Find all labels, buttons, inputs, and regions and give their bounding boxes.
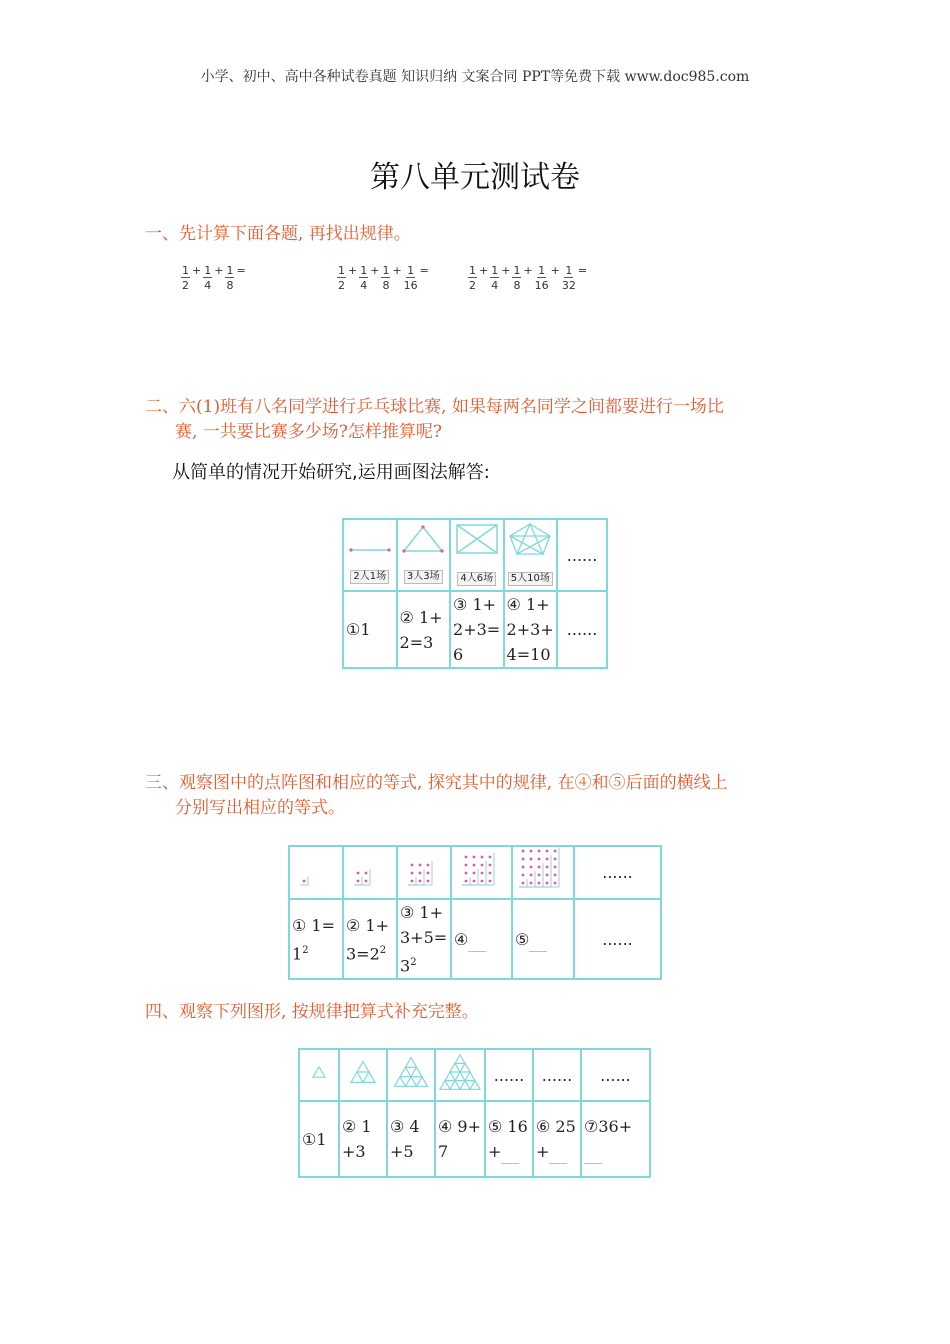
dot <box>530 874 533 877</box>
dot <box>464 864 467 867</box>
denominator: 4 <box>491 279 499 292</box>
figure-label: 5人10场 <box>508 572 553 586</box>
denominator: 2 <box>338 279 345 292</box>
denominator: 4 <box>360 279 368 292</box>
small-triangle <box>411 1067 422 1077</box>
q3-cell-5: ⑤ <box>512 899 574 979</box>
triangle-array-icon <box>391 1054 431 1090</box>
dot <box>488 880 491 883</box>
dot <box>546 850 549 853</box>
small-triangle <box>445 1072 455 1081</box>
dot <box>530 866 533 869</box>
q2-line-2: 赛, 一共要比赛多少场?怎样推算呢? <box>175 422 443 442</box>
numerator: 1 <box>565 264 573 277</box>
numerator: 1 <box>360 264 368 277</box>
dot <box>411 880 414 883</box>
denominator: 4 <box>204 279 212 292</box>
page-title: 第八单元测试卷 <box>370 160 580 195</box>
q3-cell-2: ② $1+3=2^2$ <box>343 899 397 979</box>
dot <box>554 882 557 885</box>
small-triangle <box>313 1066 325 1076</box>
dot <box>464 880 467 883</box>
q2-line-1: 二、六(1)班有八名同学进行乒乓球比赛, 如果每两名同学之间都要进行一场比 <box>145 397 724 417</box>
fraction <box>490 264 499 293</box>
dot <box>554 858 557 861</box>
denominator: 8 <box>226 279 234 292</box>
figure-label: 3人3场 <box>404 570 443 584</box>
q3-cell-4: ④ <box>451 899 512 979</box>
numerator: 1 <box>226 264 234 277</box>
dot <box>480 856 483 859</box>
triangle-icon <box>400 524 446 554</box>
dot-array-4 <box>451 846 512 899</box>
q1-expression-1 <box>180 264 247 293</box>
triangle-array-icon <box>304 1057 334 1087</box>
ellipsis: ...... <box>485 1049 533 1101</box>
q4-cell-4: ④ 9+7 <box>435 1101 485 1177</box>
dot <box>464 856 467 859</box>
q3-cell-1: ① $1=1^2$ <box>289 899 343 979</box>
fraction <box>562 264 576 293</box>
fraction <box>203 264 212 293</box>
dot-array-icon <box>515 847 571 891</box>
q4-cell-2: ② 1+3 <box>339 1101 387 1177</box>
fraction <box>225 264 234 293</box>
small-triangle <box>395 1076 406 1086</box>
dot <box>365 880 368 883</box>
q4-cell-3: ③ 4+5 <box>387 1101 435 1177</box>
dot <box>538 858 541 861</box>
triangle-figure-4 <box>435 1049 485 1101</box>
answer-blank[interactable] <box>584 1149 602 1164</box>
triangle-figure-1 <box>299 1049 339 1101</box>
dot <box>538 850 541 853</box>
dot <box>546 874 549 877</box>
dot <box>538 882 541 885</box>
plus-sign: + <box>550 264 560 277</box>
ellipsis: ...... <box>533 1049 581 1101</box>
triangle-figure-2 <box>339 1049 387 1101</box>
small-triangle <box>455 1054 465 1063</box>
small-triangle <box>440 1080 450 1089</box>
equals-sign: = <box>236 264 246 277</box>
dot <box>488 872 491 875</box>
pentagon-star-icon <box>507 522 553 556</box>
numerator: 1 <box>538 264 546 277</box>
numerator: 1 <box>469 264 476 277</box>
small-triangle <box>357 1061 369 1071</box>
fraction <box>381 264 390 293</box>
dot <box>488 856 491 859</box>
q4-table <box>298 1048 651 1178</box>
fraction <box>404 264 418 293</box>
q4-cell-5: ⑤ 16+ <box>485 1101 533 1177</box>
q2-table <box>342 518 608 669</box>
dot <box>546 858 549 861</box>
dot-array-icon <box>296 849 336 889</box>
plus-sign: + <box>479 264 489 277</box>
denominator: 2 <box>469 279 476 292</box>
plus-sign: + <box>501 264 511 277</box>
numerator: 1 <box>407 264 415 277</box>
triangle-array-icon <box>344 1054 382 1090</box>
dot-array-icon <box>404 849 444 889</box>
dot <box>427 880 430 883</box>
q2-cell-4: ④ 1+2+3+4=10 <box>504 591 558 668</box>
numerator: 1 <box>513 264 521 277</box>
dot <box>427 864 430 867</box>
dot <box>357 880 360 883</box>
figure-2-people <box>343 519 397 591</box>
numerator: 1 <box>204 264 212 277</box>
q4-cell-1: ①1 <box>299 1101 339 1177</box>
dot <box>546 882 549 885</box>
small-triangle <box>450 1080 460 1089</box>
q2-cell-2: ② 1+2=3 <box>397 591 451 668</box>
small-triangle <box>460 1063 470 1072</box>
question-1: 一、先计算下面各题, 再找出规律。 <box>145 224 411 244</box>
ellipsis: ...... <box>574 899 661 979</box>
question-3 <box>145 771 825 821</box>
dot <box>554 850 557 853</box>
dot <box>411 872 414 875</box>
figure-3-people <box>397 519 451 591</box>
dot <box>365 872 368 875</box>
numerator: 1 <box>338 264 345 277</box>
triangle-array-icon <box>438 1052 482 1092</box>
ellipsis: ...... <box>581 1049 650 1101</box>
denominator: 32 <box>561 279 576 292</box>
triangle-figure-3 <box>387 1049 435 1101</box>
dot <box>357 872 360 875</box>
dot <box>488 864 491 867</box>
small-triangle <box>450 1063 460 1072</box>
q1-expression-2 <box>336 264 430 293</box>
equals-sign: = <box>419 264 429 277</box>
dot <box>411 864 414 867</box>
numerator: 1 <box>491 264 499 277</box>
dot-array-2 <box>343 846 397 899</box>
q2-cell-3: ③ 1+2+3=6 <box>450 591 504 668</box>
denominator: 16 <box>403 279 418 292</box>
plus-sign: + <box>214 264 224 277</box>
small-triangle <box>455 1072 465 1081</box>
equals-sign: = <box>577 264 588 277</box>
dot-array-5 <box>512 846 574 899</box>
page-header: 小学、初中、高中各种试卷真题 知识归纳 文案合同 PPT等免费下载 www.doc985.com <box>200 69 750 85</box>
dot <box>522 858 525 861</box>
dot <box>530 858 533 861</box>
denominator: 8 <box>382 279 390 292</box>
figure-label: 4人6场 <box>457 572 496 586</box>
dot <box>472 872 475 875</box>
plus-sign: + <box>370 264 380 277</box>
fraction <box>181 264 190 293</box>
answer-blank[interactable] <box>501 1149 519 1164</box>
small-triangle <box>406 1057 417 1067</box>
dot-array-3 <box>397 846 451 899</box>
dot <box>419 872 422 875</box>
dot <box>530 882 533 885</box>
small-triangle <box>406 1076 417 1086</box>
ellipsis: ...... <box>557 591 607 668</box>
answer-blank[interactable] <box>529 937 547 952</box>
dot <box>554 874 557 877</box>
dot-array-1 <box>289 846 343 899</box>
dot <box>530 850 533 853</box>
q3-table <box>288 845 662 980</box>
plus-sign: + <box>392 264 402 277</box>
answer-blank[interactable] <box>549 1149 567 1164</box>
small-triangle <box>465 1072 475 1081</box>
figure-4-people <box>450 519 504 591</box>
denominator: 2 <box>182 279 189 292</box>
dot <box>480 872 483 875</box>
dot-array-icon <box>458 849 506 889</box>
dot <box>538 866 541 869</box>
q3-cell-3: ③ $1+3+5=3^2$ <box>397 899 451 979</box>
dot <box>464 872 467 875</box>
plus-sign: + <box>348 264 358 277</box>
square-diagonals-icon <box>454 522 500 556</box>
fraction <box>468 264 477 293</box>
dot <box>480 864 483 867</box>
q3-line-1: 三、观察图中的点阵图和相应的等式, 探究其中的规律, 在④和⑤后面的横线上 <box>145 773 728 793</box>
question-4: 四、观察下列图形, 按规律把算式补充完整。 <box>145 1002 479 1022</box>
q2-cell-1: ①1 <box>343 591 397 668</box>
q3-line-2: 分别写出相应的等式。 <box>175 798 345 818</box>
dot <box>419 864 422 867</box>
dot <box>472 864 475 867</box>
dot <box>538 874 541 877</box>
small-triangle <box>351 1072 363 1082</box>
fraction <box>337 264 346 293</box>
fraction <box>512 264 521 293</box>
dot <box>480 880 483 883</box>
small-triangle <box>400 1067 411 1077</box>
fraction <box>359 264 368 293</box>
small-triangle <box>460 1080 470 1089</box>
ellipsis: ...... <box>557 519 607 591</box>
ellipsis: ...... <box>574 846 661 899</box>
numerator: 1 <box>382 264 390 277</box>
segment-icon <box>347 524 393 554</box>
dot-array-icon <box>350 849 390 889</box>
small-triangle <box>470 1080 480 1089</box>
dot <box>554 866 557 869</box>
q4-cell-7: ⑦36+ <box>581 1101 650 1177</box>
small-triangle <box>417 1076 428 1086</box>
denominator: 8 <box>513 279 521 292</box>
plus-sign: + <box>523 264 533 277</box>
fraction <box>535 264 549 293</box>
answer-blank[interactable] <box>468 937 486 952</box>
plus-sign: + <box>192 264 202 277</box>
dot <box>472 856 475 859</box>
q1-expression-3 <box>467 264 588 293</box>
dot <box>472 880 475 883</box>
figure-label: 2人1场 <box>350 570 389 584</box>
dot <box>419 880 422 883</box>
figure-5-people <box>504 519 558 591</box>
q2-instruction: 从简单的情况开始研究,运用画图法解答: <box>172 462 490 483</box>
small-triangle <box>363 1072 375 1082</box>
dot <box>546 866 549 869</box>
question-2 <box>145 395 825 445</box>
dot <box>303 880 306 883</box>
dot <box>522 874 525 877</box>
denominator: 16 <box>534 279 549 292</box>
q4-cell-6: ⑥ 25+ <box>533 1101 581 1177</box>
numerator: 1 <box>182 264 189 277</box>
dot <box>522 882 525 885</box>
dot <box>522 850 525 853</box>
dot <box>522 866 525 869</box>
dot <box>427 872 430 875</box>
